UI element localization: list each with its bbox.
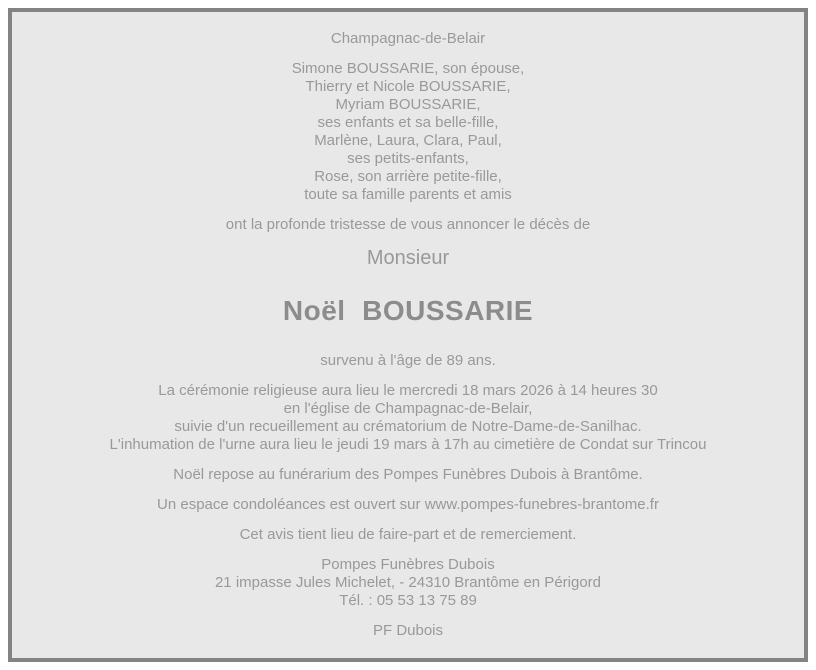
death-notice-panel — [8, 8, 808, 662]
ceremony-line: L'inhumation de l'urne aura lieu le jeudi 19 mars à 17h au cimetière de Condat sur Trincou — [109, 436, 707, 453]
family-line: toute sa famille parents et amis — [304, 186, 512, 203]
family-block — [12, 60, 804, 204]
family-line: ses petits-enfants, — [347, 150, 469, 167]
age-line: survenu à l'âge de 89 ans. — [320, 352, 496, 369]
family-line: Myriam BOUSSARIE, — [335, 96, 481, 113]
ceremony-block — [12, 382, 804, 454]
ceremony-line: La cérémonie religieuse aura lieu le mercredi 18 mars 2026 à 14 heures 30 — [158, 382, 658, 399]
family-line: Simone BOUSSARIE, son épouse, — [291, 60, 525, 77]
funeral-home-block — [12, 556, 804, 610]
civility-title: Monsieur — [366, 247, 450, 269]
family-line: Marlène, Laura, Clara, Paul, — [314, 132, 502, 149]
ceremony-line: en l'église de Champagnac-de-Belair, — [283, 400, 533, 417]
city-line: Champagnac-de-Belair — [330, 30, 486, 47]
equivalence-line: Cet avis tient lieu de faire-part et de remerciement. — [239, 526, 577, 543]
announcement-line: ont la profonde tristesse de vous annoncer le décès de — [225, 216, 591, 233]
funeral-home-address: 21 impasse Jules Michelet, - 24310 Brantôme en Périgord — [214, 574, 602, 591]
signature-line: PF Dubois — [372, 622, 444, 639]
condolences-line: Un espace condoléances est ouvert sur www.pompes-funebres-brantome.fr — [157, 496, 659, 513]
ceremony-line: suivie d'un recueillement au crématorium de Notre-Dame-de-Sanilhac. — [174, 418, 642, 435]
repose-line: Noël repose au funérarium des Pompes Funèbres Dubois à Brantôme. — [173, 466, 643, 483]
family-line: Thierry et Nicole BOUSSARIE, — [305, 78, 511, 95]
funeral-home-name: Pompes Funèbres Dubois — [321, 556, 495, 573]
family-line: Rose, son arrière petite-fille, — [314, 168, 502, 185]
family-line: ses enfants et sa belle-fille, — [317, 114, 499, 131]
funeral-home-phone: Tél. : 05 53 13 75 89 — [339, 592, 477, 609]
deceased-name: Noël BOUSSARIE — [282, 295, 534, 326]
